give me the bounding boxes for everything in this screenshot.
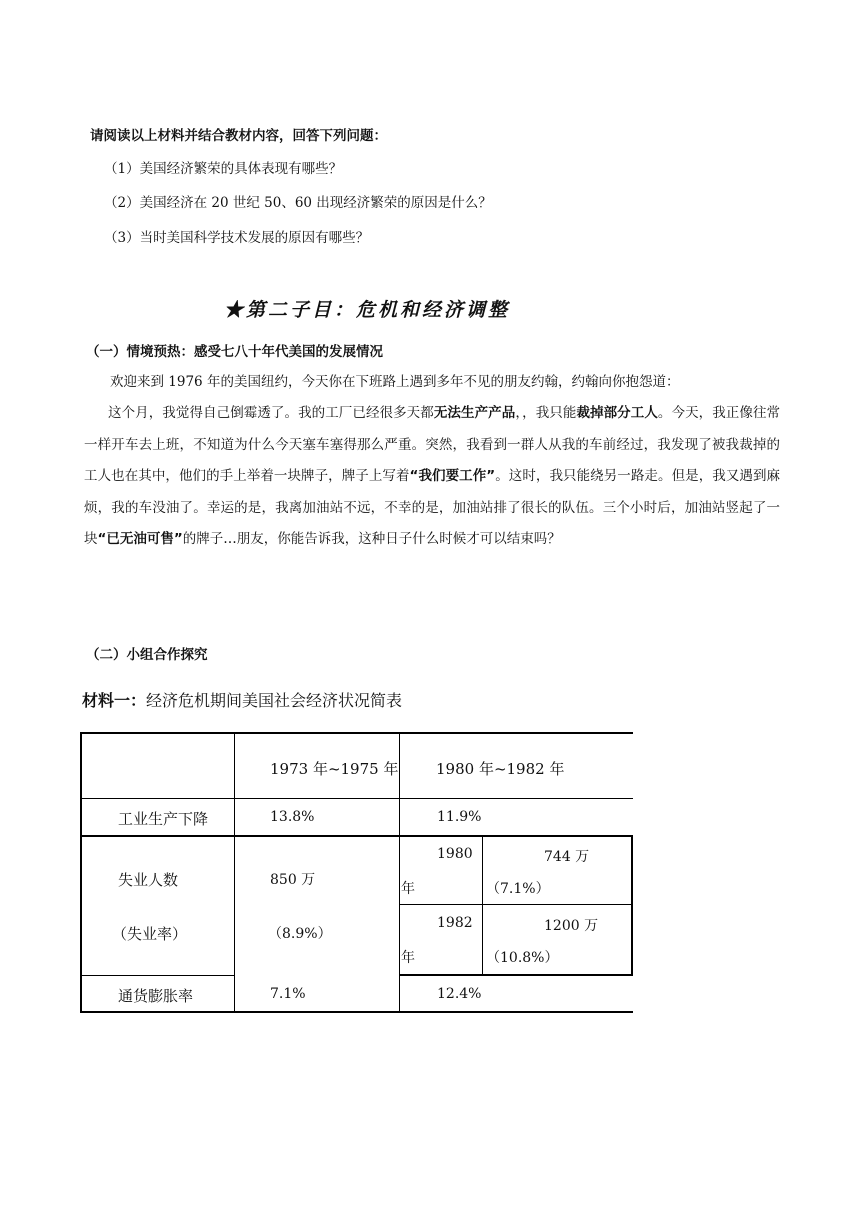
intro-paragraph: 欢迎来到 1976 年的美国纽约，今天你在下班路上遇到多年不见的朋友约翰，约翰向你抱怨道：	[110, 374, 680, 390]
row-label-unemployment-rate: （失业率）	[112, 925, 188, 943]
col-header-1980: 1980 年~1982 年	[436, 760, 565, 778]
subsection-heading-2: （二）小组合作探究	[86, 647, 208, 663]
cell-inflation-1973: 7.1%	[270, 986, 306, 1002]
material-caption	[82, 688, 402, 711]
question-1: （1）美国经济繁荣的具体表现有哪些？	[104, 161, 343, 177]
story-bold-2: 裁掉部分工人	[576, 405, 658, 421]
material-title: 经济危机期间美国社会经济状况简表	[146, 691, 403, 710]
cell-unemployment-rate-1973: （8.9%）	[268, 926, 332, 942]
cell-unemployed-1980: 744 万	[544, 849, 590, 865]
story-text-5: 的牌子…朋友，你能告诉我，这种日子什么时候才可以结束吗？	[182, 531, 561, 547]
story-bold-1: 无法生产产品	[433, 405, 516, 421]
section-title: ★第二子目：危机和经济调整	[224, 299, 511, 321]
row-label-industry: 工业生产下降	[118, 810, 209, 828]
row-label-inflation: 通货膨胀率	[118, 987, 194, 1005]
story-text-3: 。今天，我正像往常一样开车去上班，不知道为什么今天塞车塞得那么严重。突然，我看到一群人从我的车前经过，我发现了被我裁掉的工人也在其中，他们的手上举着一块牌子，牌子上写着	[84, 405, 781, 484]
cell-year-1980-suffix: 年	[401, 881, 415, 897]
question-3: （3）当时美国科学技术发展的原因有哪些？	[104, 230, 370, 246]
cell-rate-1980: （7.1%）	[486, 881, 550, 897]
cell-year-1982: 1982	[437, 915, 473, 931]
cell-unemployed-1982: 1200 万	[544, 918, 599, 934]
question-prompt: 请阅读以上材料并结合教材内容，回答下列问题：	[90, 128, 387, 144]
story-bold-4: “已无油可售”	[97, 531, 183, 547]
story-text-4: 。这时，我只能绕另一路走。但是，我又遇到麻烦，我的车没油了。幸运的是，我离加油站不远，不幸的是，加油站排了很长的队伍。三个小时后，加油站竖起了一块	[84, 468, 781, 547]
cell-industry-1973: 13.8%	[270, 809, 315, 825]
question-2: （2）美国经济在 20 世纪 50、60 出现经济繁荣的原因是什么？	[104, 195, 492, 211]
story-bold-3: “我们要工作”	[409, 468, 496, 484]
story-paragraph	[84, 398, 780, 556]
row-label-unemployment: 失业人数	[118, 871, 179, 889]
cell-industry-1980: 11.9%	[437, 809, 482, 825]
material-label: 材料一：	[82, 691, 147, 710]
cell-year-1980: 1980	[437, 846, 473, 862]
cell-unemployment-1973: 850 万	[270, 872, 316, 888]
story-text-2: ，，我只能	[515, 405, 577, 421]
col-header-1973: 1973 年~1975 年	[270, 760, 399, 778]
cell-inflation-1980: 12.4%	[437, 986, 482, 1002]
story-text-1: 这个月，我觉得自己倒霉透了。我的工厂已经很多天都	[108, 405, 434, 421]
subsection-heading-1: （一）情境预热：感受七八十年代美国的发展情况	[86, 344, 383, 360]
cell-year-1982-suffix: 年	[401, 950, 415, 966]
cell-rate-1982: （10.8%）	[486, 950, 559, 966]
